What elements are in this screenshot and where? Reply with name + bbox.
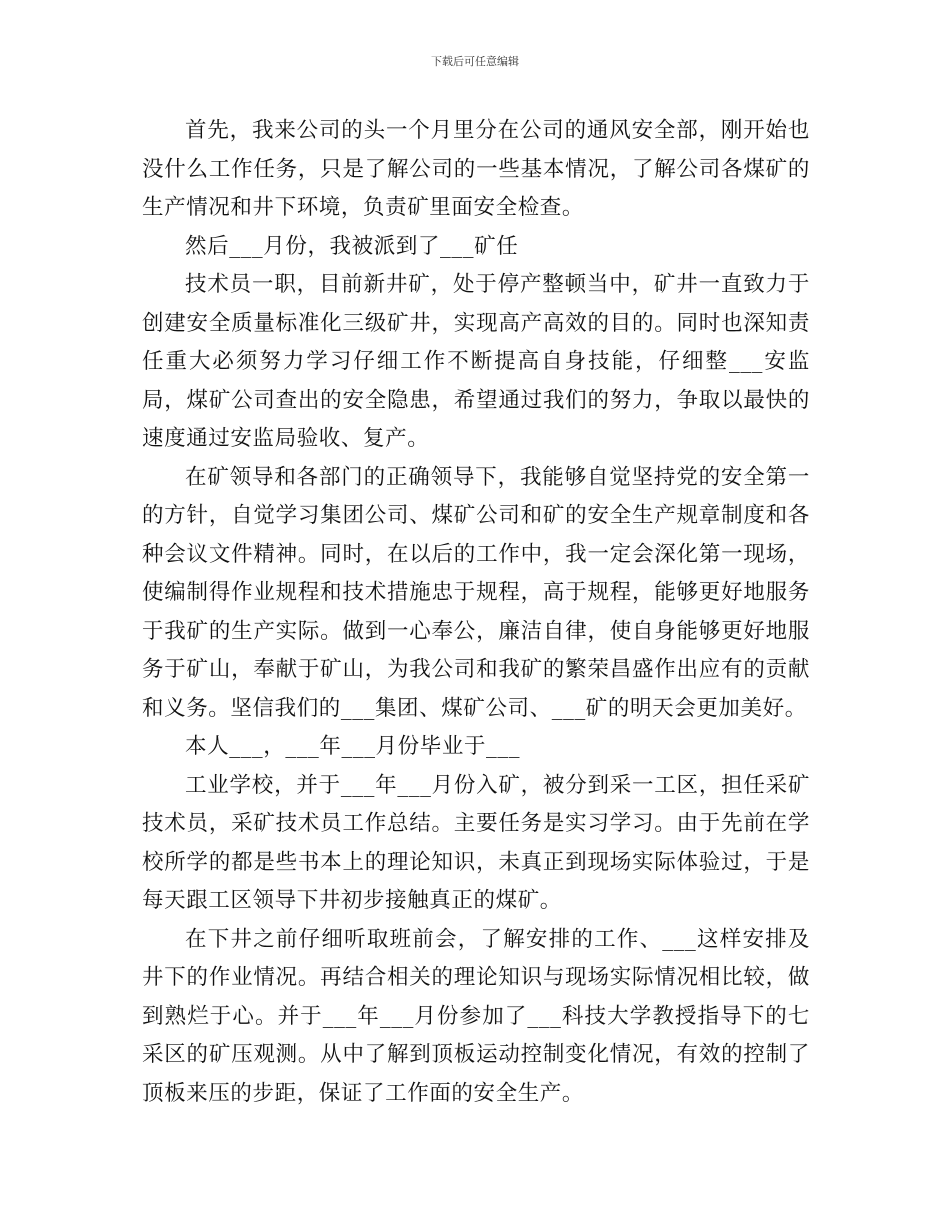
- paragraph: 在下井之前仔细听取班前会，了解安排的工作、___这样安排及井下的作业情况。再结合相关的理论知识与现场实际情况相比较，做到熟烂于心。并于___年___月份参加了___科技大学教授指导下的七采区的矿压观测。从中了解到顶板运动控制变化情况，有效的控制了顶板来压的步距，保证了工作面的安全生产。: [142, 926, 810, 1106]
- paragraph: 工业学校，并于___年___月份入矿，被分到采一工区，担任采矿技术员，采矿技术员工作总结。主要任务是实习学习。由于先前在学校所学的都是些书本上的理论知识，未真正到现场实际体验过，于是每天跟工区领导下井初步接触真正的煤矿。: [142, 772, 810, 913]
- paragraph: 首先，我来公司的头一个月里分在公司的通风安全部，刚开始也没什么工作任务，只是了解公司的一些基本情况，了解公司各煤矿的生产情况和井下环境，负责矿里面安全检查。: [142, 118, 810, 220]
- paragraph: 在矿领导和各部门的正确领导下，我能够自觉坚持党的安全第一的方针，自觉学习集团公司、煤矿公司和矿的安全生产规章制度和各种会议文件精神。同时，在以后的工作中，我一定会深化第一现场，使编制得作业规程和技术措施忠于规程，高于规程，能够更好地服务于我矿的生产实际。做到一心奉公，廉洁自律，使自身能够更好地服务于矿山，奉献于矿山，为我公司和我矿的繁荣昌盛作出应有的贡献和义务。坚信我们的___集团、煤矿公司、___矿的明天会更加美好。: [142, 464, 810, 721]
- page-header: 下载后可任意编辑: [431, 55, 519, 68]
- paragraph: 本人___，___年___月份毕业于___: [185, 734, 521, 759]
- paragraph: 然后___月份，我被派到了___矿任: [185, 233, 519, 259]
- paragraph: 技术员一职，目前新井矿，处于停产整顿当中，矿井一直致力于创建安全质量标准化三级矿井，实现高产高效的目的。同时也深知责任重大必须努力学习仔细工作不断提高自身技能，仔细整___安监局，煤矿公司查出的安全隐患，希望通过我们的努力，争取以最快的速度通过安监局验收、复产。: [142, 272, 810, 451]
- document-body: [142, 112, 810, 1113]
